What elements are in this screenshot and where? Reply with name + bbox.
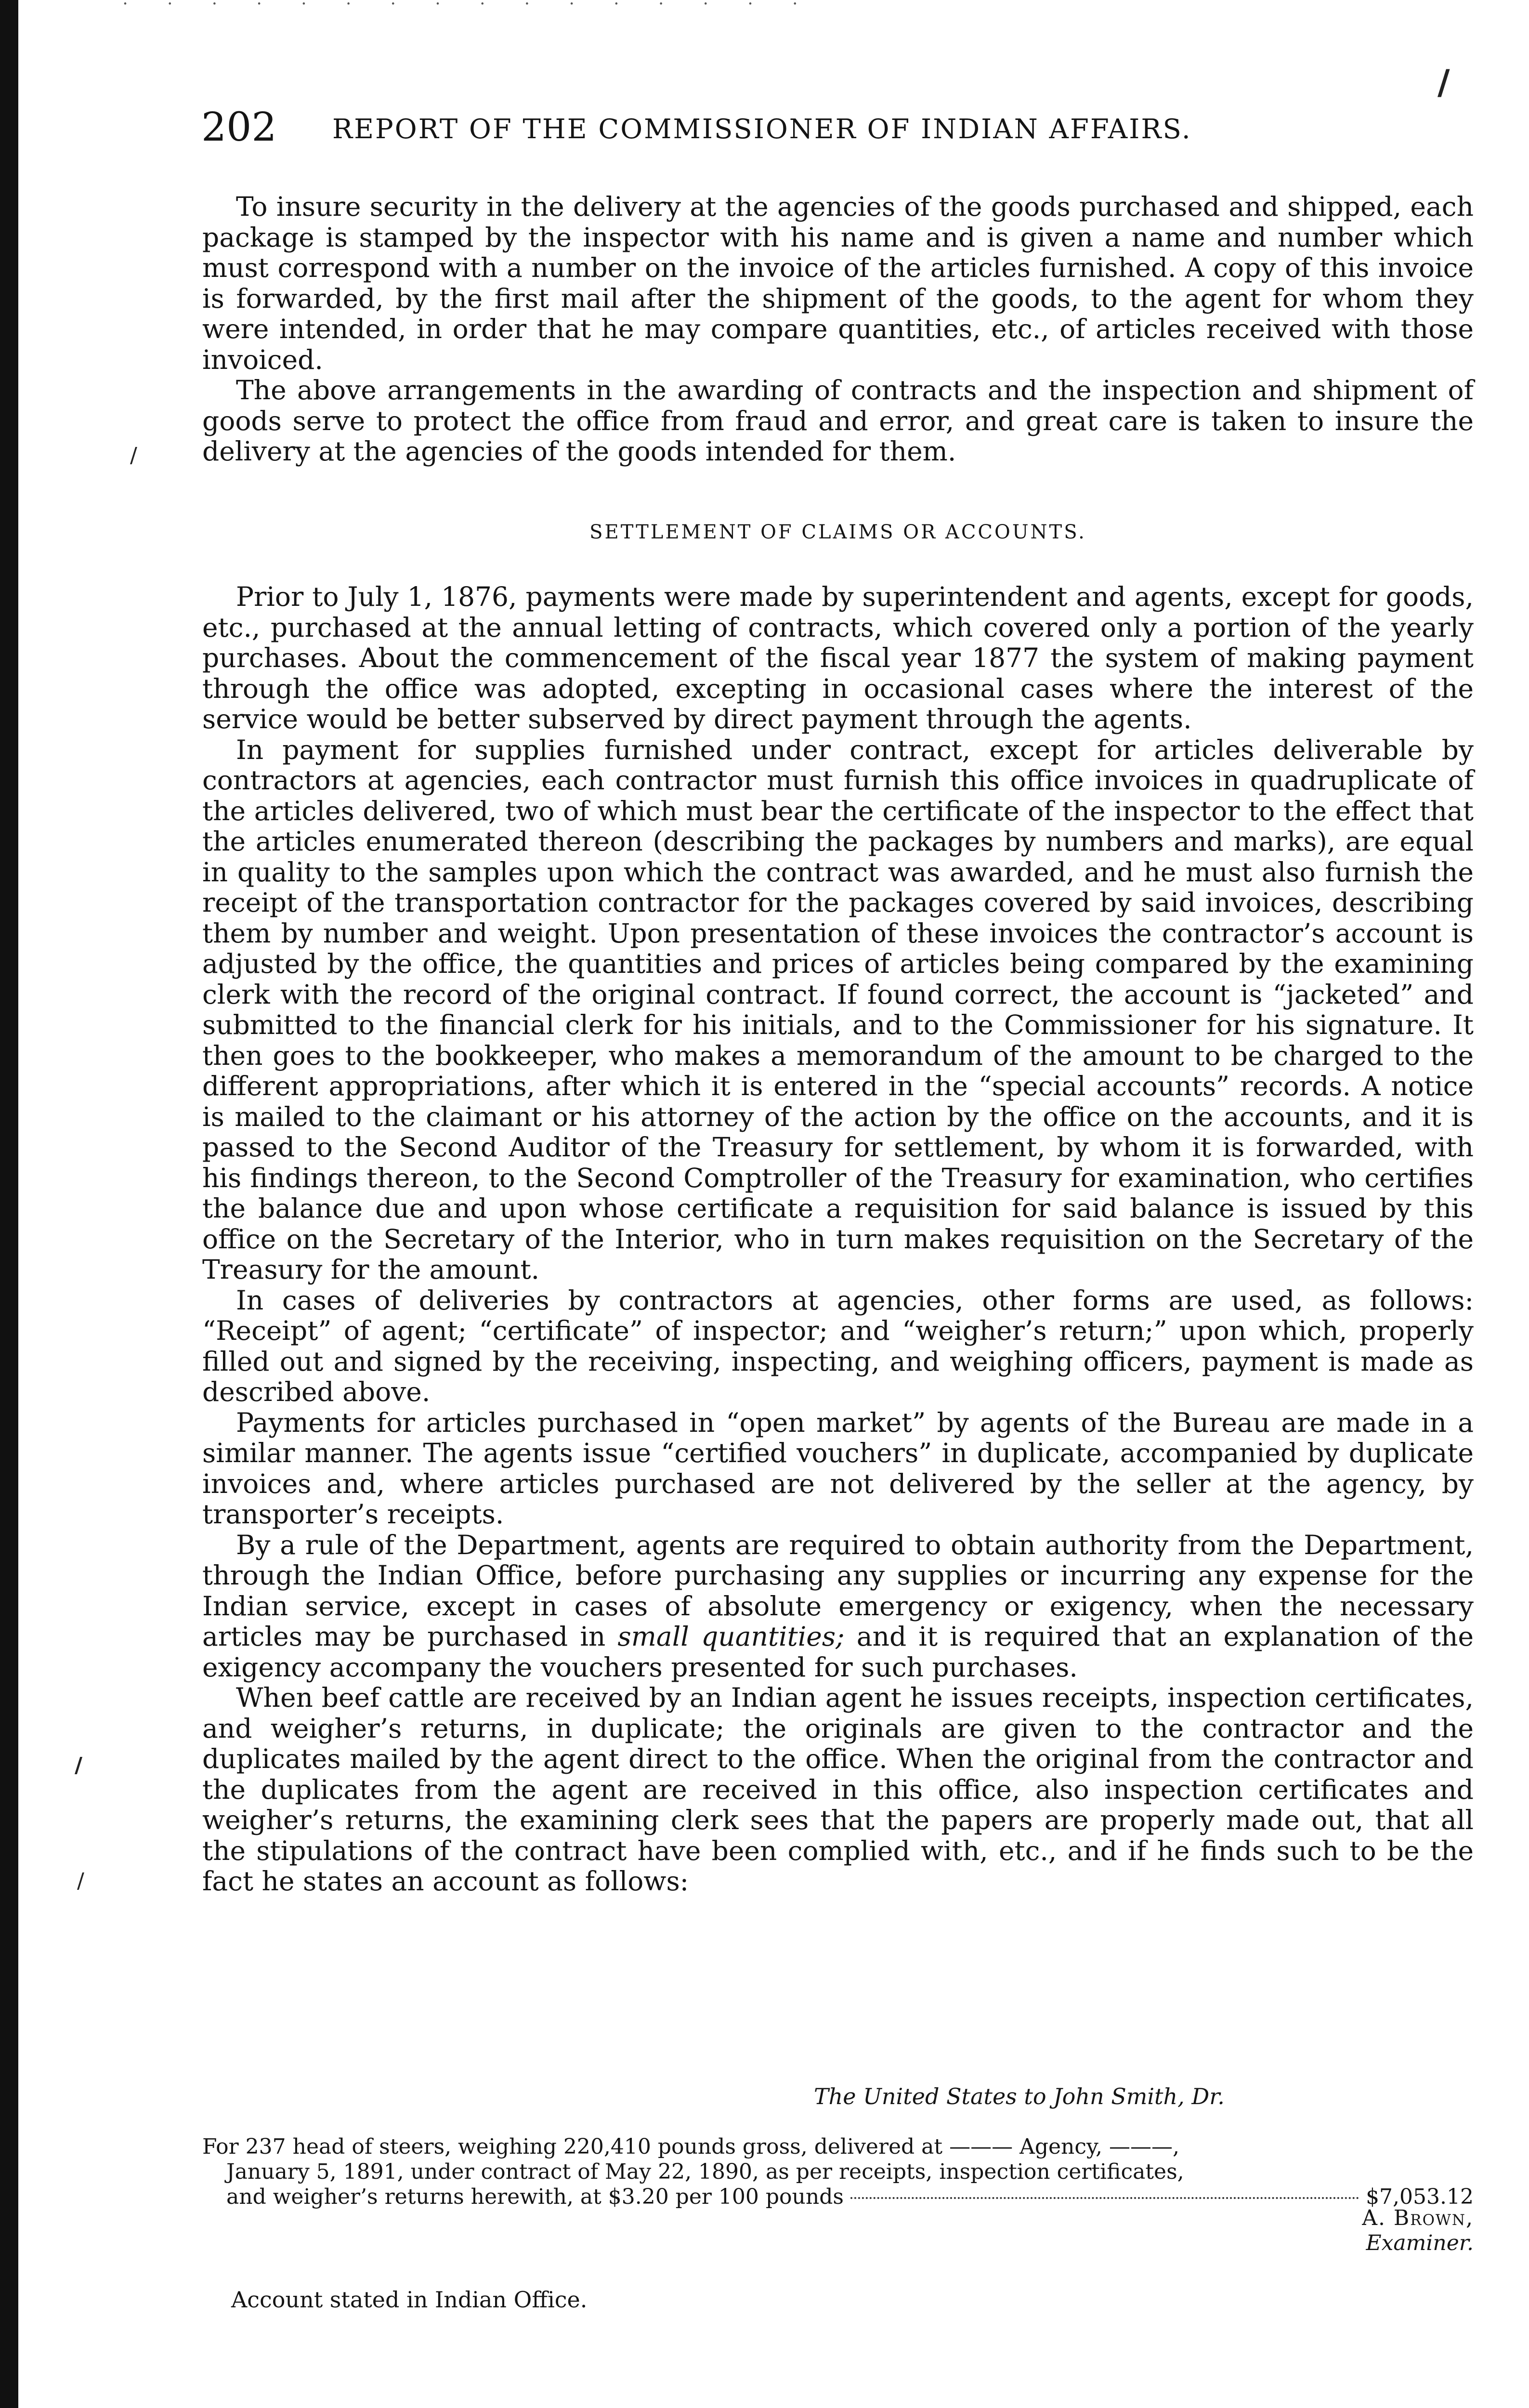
paragraph: In cases of deliveries by contractors at agencies, other forms are used, as follows: “Receipt” of agent; “certificate” of inspector; and “weigher’s return;” upon which, properly filled out and signed by the receiving, inspecting, and weighing officers, payment is made as described above. xyxy=(202,1284,1474,1407)
emphasis-text: small quantities; xyxy=(617,1621,845,1652)
signer-role: Examiner. xyxy=(1366,2231,1474,2255)
paragraph: The above arrangements in the awarding of contracts and the inspection and shipment of goods serve to protect the office from fraud and error, and great care is taken to insure the delivery at the agencies of the goods intended for them. xyxy=(202,375,1474,467)
account-entry xyxy=(202,2134,1474,2210)
paragraph: In payment for supplies furnished under contract, except for articles deliverable by contractors at agencies, each contractor must furnish this office invoices in quadruplicate of the articles delivered, two of which must bear the certificate of the inspector to the effect that the articles enumerated thereon (describing the packages by numbers and marks), are equal in quality to the samples upon which the contract was awarded, and he must also furnish the receipt of the transportation contractor for the packages covered by said invoices, describing them by number and weight. Upon presentation of these invoices the contractor’s account is adjusted by the office, the quantities and prices of articles being compared by the examining clerk with the record of the original contract. If found correct, the account is “jacketed” and submitted to the financial clerk for his initials, and to the Commissioner for his signature. It then goes to the bookkeeper, who makes a memorandum of the amount to be charged to the different appropriations, after which it is entered in the “special accounts” records. A notice is mailed to the claimant or his attorney of the action by the office on the accounts, and it is passed to the Second Auditor of the Treasury for settlement, by whom it is forwarded, with his findings thereon, to the Second Comptroller of the Treasury for examination, who certifies the balance due and upon whose certificate a requisition for said balance is issued by this office on the Secretary of the Interior, who in turn makes requisition on the Secretary of the Treasury for the amount. xyxy=(202,734,1474,1285)
paragraph: To insure security in the delivery at the agencies of the goods purchased and shipped, each package is stamped by the inspector with his name and is given a name and number which must correspond with a number on the invoice of the articles furnished. A copy of this invoice is forwarded, by the first mail after the shipment of the goods, to the agent for whom they were intended, in order that he may compare quantities, etc., of articles received with those invoiced. xyxy=(202,191,1474,375)
account-title: The United States to John Smith, Dr. xyxy=(814,2083,1225,2109)
scan-mark-tick: / xyxy=(130,443,137,468)
dot-leader xyxy=(850,2197,1359,2199)
paragraph: Prior to July 1, 1876, payments were made by superintendent and agents, except for goods, etc., purchased at the annual letting of contracts, which covered only a portion of the yearly purchases. About the commencement of the fiscal year 1877 the system of making payment through the office was adopted, excepting in occasional cases where the interest of the service would be better subserved by direct payment through the agents. xyxy=(202,581,1474,734)
paragraph: Payments for articles purchased in “open market” by agents of the Bureau are made in a similar manner. The agents issue “certified vouchers” in duplicate, accompanied by duplicate invoices and, where articles purchased are not delivered by the seller at the agency, by transporter’s receipts. xyxy=(202,1407,1474,1530)
scan-mark-slash: / xyxy=(1438,63,1450,102)
account-amount: $7,053.12 xyxy=(1366,2185,1474,2209)
section-heading: SETTLEMENT OF CLAIMS OR ACCOUNTS. xyxy=(589,521,1086,543)
scan-mark-tick-2: / xyxy=(77,1869,84,1893)
running-title: REPORT OF THE COMMISSIONER OF INDIAN AFFAIRS. xyxy=(332,114,1192,145)
account-line-total xyxy=(202,2185,1474,2210)
paragraph-text: and it is required that an explanation of the exigency accompany the vouchers presented for such purchases. xyxy=(202,1621,1474,1683)
page-number: 202 xyxy=(201,105,277,150)
signer-name: A. Brown, xyxy=(1362,2206,1474,2230)
account-line: January 5, 1891, under contract of May 22, 1890, as per receipts, inspection certificates, xyxy=(226,2159,1184,2184)
examiner-signature xyxy=(1362,2206,1474,2256)
scan-edge-top-marks: ˙ ˙ ˙ ˙ ˙ ˙ ˙ ˙ ˙ ˙ ˙ ˙ ˙ ˙ ˙ ˙ xyxy=(120,0,814,22)
page-header xyxy=(201,104,1473,157)
account-line-text: and weigher’s returns herewith, at $3.20 per 100 pounds xyxy=(226,2185,844,2209)
intro-section xyxy=(202,192,1474,467)
paragraph: When beef cattle are received by an Indian agent he issues receipts, inspection certificates, and weigher’s returns, in duplicate; the originals are given to the contractor and the duplicates mailed by the agent direct to the office. When the original from the contractor and the duplicates from the agent are received in this office, also inspection certificates and weigher’s returns, the examining clerk sees that the papers are properly made out, that all the stipulations of the contract have been complied with, etc., and if he finds such to be the fact he states an account as follows: xyxy=(202,1682,1474,1897)
scan-edge-left xyxy=(0,0,18,2408)
account-line: For 237 head of steers, weighing 220,410 pounds gross, delivered at ——— Agency, ———, xyxy=(202,2134,1180,2159)
paragraph xyxy=(202,1530,1474,1683)
stated-note: Account stated in Indian Office. xyxy=(231,2287,588,2313)
paragraph-text: By a rule of the Department, agents are required to obtain authority from the Department, through the Indian Office, before purchasing any supplies or incurring any expense for the Indian service, except in cases of absolute emergency or exigency, when the necessary articles may be purchased in xyxy=(202,1529,1474,1652)
scan-mark-dot: / xyxy=(75,1753,83,1778)
settlement-section xyxy=(202,582,1474,1897)
